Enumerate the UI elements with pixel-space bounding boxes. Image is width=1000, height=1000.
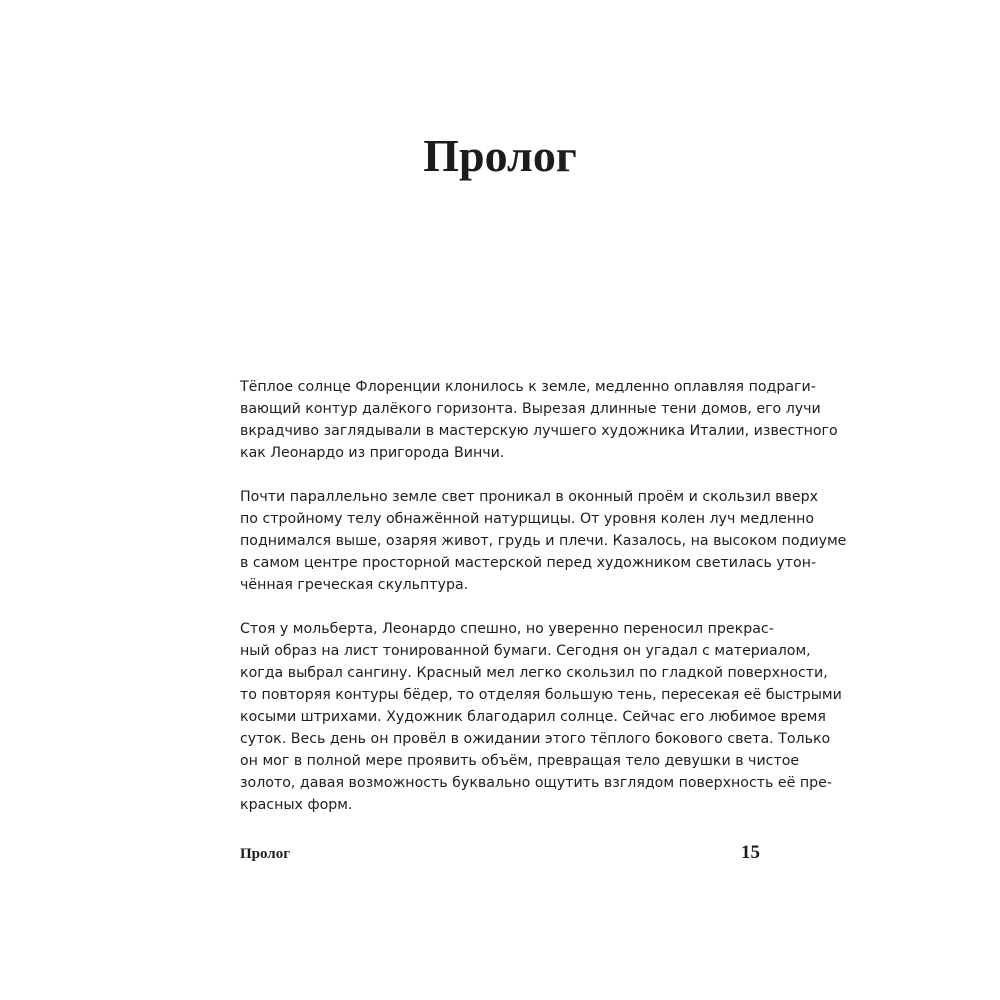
text-line: как Леонардо из пригорода Винчи.	[240, 445, 505, 461]
text-line: он мог в полной мере проявить объём, превращая тело девушки в чистое	[240, 753, 800, 769]
paragraph-2	[240, 486, 847, 596]
text-line: чённая греческая скульптура.	[240, 577, 469, 593]
text-line: вкрадчиво заглядывали в мастерскую лучшего художника Италии, известного	[240, 423, 838, 439]
running-head: Пролог	[240, 846, 291, 862]
text-line: то повторяя контуры бёдер, то отделяя большую тень, пересекая её быстрыми	[240, 687, 842, 703]
text-line: Почти параллельно земле свет проникал в оконный проём и скользил вверх	[240, 489, 818, 505]
text-line: поднимался выше, озаряя живот, грудь и плечи. Казалось, на высоком подиуме	[240, 533, 847, 549]
text-line: золото, давая возможность буквально ощутить взглядом поверхность её пре-	[240, 775, 833, 791]
body-text	[240, 376, 847, 838]
text-line: суток. Весь день он провёл в ожидании этого тёплого бокового света. Только	[240, 731, 831, 747]
text-line: в самом центре просторной мастерской перед художником светилась утон-	[240, 555, 817, 571]
paragraph-3	[240, 618, 842, 816]
text-line: Тёплое солнце Флоренции клонилось к земле, медленно оплавляя подраги-	[240, 379, 816, 395]
page-footer	[240, 842, 760, 866]
text-line: когда выбрал сангину. Красный мел легко скользил по гладкой поверхности,	[240, 665, 828, 681]
page-number: 15	[741, 842, 760, 863]
paragraph-1	[240, 376, 838, 464]
text-line: косыми штрихами. Художник благодарил солнце. Сейчас его любимое время	[240, 709, 826, 725]
text-line: по стройному телу обнажённой натурщицы. От уровня колен луч медленно	[240, 511, 815, 527]
text-line: Стоя у мольберта, Леонардо спешно, но уверенно переносил прекрас-	[240, 621, 774, 637]
text-line: красных форм.	[240, 797, 353, 813]
text-line: вающий контур далёкого горизонта. Вырезая длинные тени домов, его лучи	[240, 401, 821, 417]
text-line: ный образ на лист тонированной бумаги. Сегодня он угадал с материалом,	[240, 643, 811, 659]
chapter-title: Пролог	[423, 130, 577, 181]
